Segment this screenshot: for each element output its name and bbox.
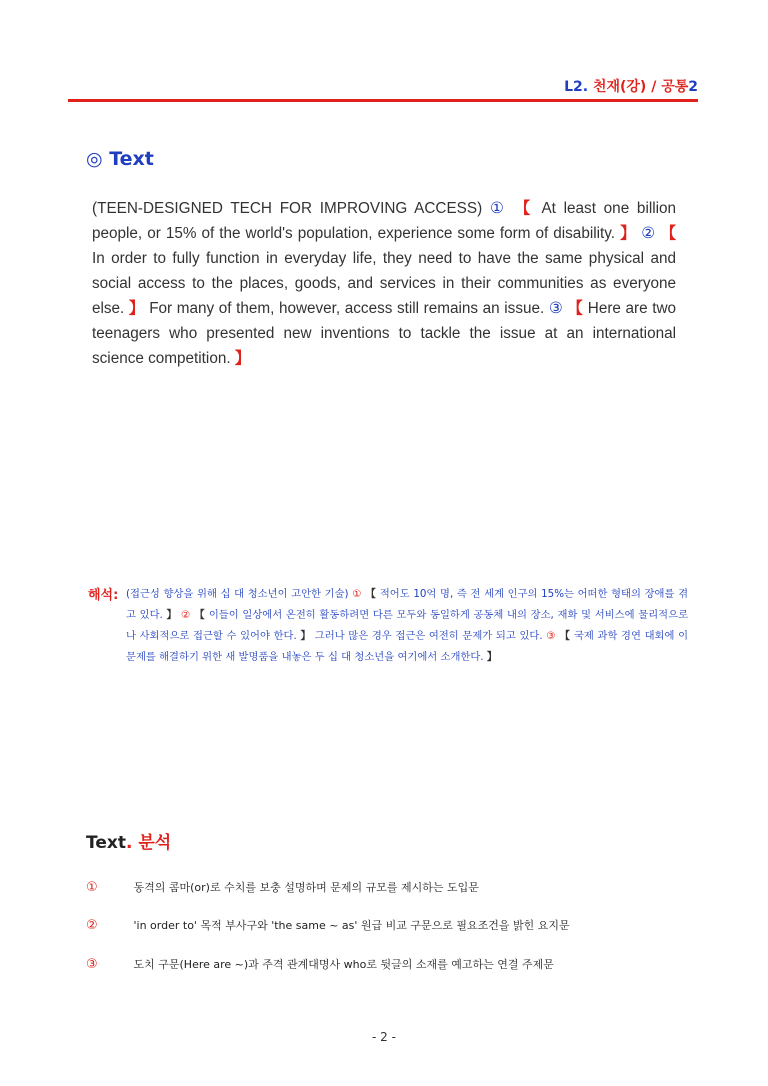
header-divider <box>68 99 698 102</box>
analysis-item-text: 동격의 콤마(or)로 수치를 보충 설명하며 문제의 규모를 제시하는 도입문 <box>133 881 479 894</box>
common-label: 공통 <box>661 79 689 95</box>
sentence-marker-3: ③ <box>548 300 563 317</box>
header-slash: / <box>651 79 657 95</box>
bracket-open-1: 【 <box>514 200 534 217</box>
passage-sentence-mid: For many of them, however, access still remains an issue. <box>149 300 545 317</box>
passage-sentence-2: In order to fully function in everyday life, they need to have the same physical and social access to the places, goods, and services in their communities as everyone else. <box>92 250 676 317</box>
translation-sentence-1: 적어도 10억 명, 즉 전 세계 인구의 15%는 어떠한 형태의 장애를 겪고 있다. <box>126 588 689 621</box>
analysis-item <box>86 956 554 972</box>
analysis-item <box>86 917 570 933</box>
section-title: ◎ Text <box>86 148 154 170</box>
translation-sentence-3: 국제 과학 경연 대회에 이 문제를 해결하기 위한 새 발명품을 내놓은 두 십 대 청소년을 여기에서 소개한다. <box>126 630 689 663</box>
translation-marker-1: ① <box>352 588 362 600</box>
analysis-item-number: ③ <box>86 957 98 972</box>
passage-sentence-3: Here are two teenagers who presented new inventions to tackle the issue at an international science competition. <box>92 300 677 367</box>
translation-title: (접근성 향상을 위해 십 대 청소년이 고안한 기술) <box>126 588 349 600</box>
translation-bracket-close-1: 】 <box>166 609 178 621</box>
bracket-open-2: 【 <box>660 225 677 242</box>
analysis-item <box>86 879 479 895</box>
translation-text <box>126 584 688 668</box>
passage-sentence-1: At least one billion people, or 15% of the world's population, experience some form of disability. <box>92 200 677 242</box>
translation-bracket-close-3: 】 <box>486 651 498 663</box>
page-number: - 2 - <box>372 1030 396 1044</box>
translation-bracket-close-2: 】 <box>300 630 312 642</box>
publisher-name: 천재(강) <box>592 79 647 95</box>
translation-sentence-2: 이들이 일상에서 온전히 활동하려면 다른 모두와 동일하게 공동체 내의 장소, 재화 및 서비스에 물리적으로나 사회적으로 접근할 수 있어야 한다. <box>126 609 689 642</box>
analysis-title-suffix: . 분석 <box>125 833 172 853</box>
bracket-close-1: 】 <box>620 225 637 242</box>
translation-label: 해석: <box>88 588 119 603</box>
translation-marker-2: ② <box>181 609 191 621</box>
translation-bracket-open-1: 【 <box>365 588 377 600</box>
lesson-code: L2. <box>564 79 589 95</box>
sentence-marker-2: ② <box>641 225 656 242</box>
analysis-title <box>86 828 171 853</box>
translation-bracket-open-3: 【 <box>559 630 571 642</box>
sentence-marker-1: ① <box>489 200 508 217</box>
lesson-header <box>564 76 698 96</box>
bracket-close-2: 】 <box>128 300 145 317</box>
analysis-title-text: Text <box>86 833 126 853</box>
translation-marker-3: ③ <box>546 630 556 642</box>
analysis-item-text: 'in order to' 목적 부사구와 'the same ~ as' 원급 비교 구문으로 필요조건을 밝힌 요지문 <box>133 919 570 932</box>
analysis-item-text: 도치 구문(Here are ~)과 주격 관계대명사 who로 뒷글의 소재를 예고하는 연결 주제문 <box>133 958 554 971</box>
english-passage <box>92 196 676 371</box>
passage-title: (TEEN-DESIGNED TECH FOR IMPROVING ACCESS) <box>92 200 483 217</box>
bracket-open-3: 【 <box>567 300 584 317</box>
bracket-close-3: 】 <box>234 350 251 367</box>
translation-bracket-open-2: 【 <box>194 609 206 621</box>
analysis-item-number: ② <box>86 918 98 933</box>
common-number: 2 <box>688 79 698 95</box>
translation-sentence-mid: 그러나 많은 경우 접근은 여전히 문제가 되고 있다. <box>314 630 543 642</box>
analysis-item-number: ① <box>86 880 98 895</box>
translation-block <box>88 584 688 668</box>
